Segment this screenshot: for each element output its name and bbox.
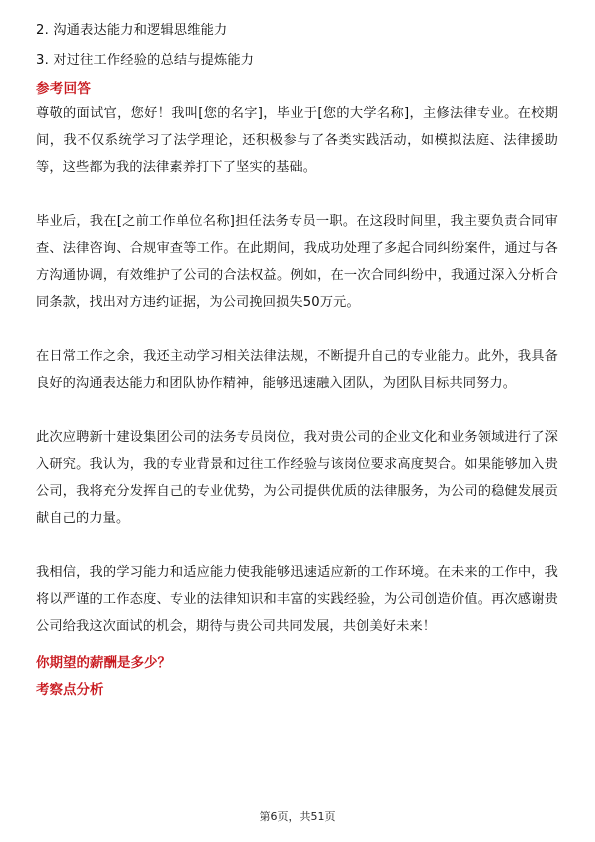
answer-paragraph-3: 在日常工作之余，我还主动学习相关法律法规，不断提升自己的专业能力。此外，我具备良好的沟通表达能力和团队协作精神，能够迅速融入团队，为团队目标共同努力。 <box>36 349 558 391</box>
page-content <box>36 16 558 704</box>
paragraph-gap <box>36 316 558 343</box>
analysis-heading: 考察点分析 <box>36 682 104 698</box>
answer-paragraph-5: 我相信，我的学习能力和适应能力使我能够迅速适应新的工作环境。在未来的工作中，我将以严谨的工作态度、专业的法律知识和丰富的实践经验，为公司创造价值。再次感谢贵公司给我这次面试的机会，期待与贵公司共同发展，共创美好未来！ <box>36 565 558 634</box>
next-question-heading: 你期望的薪酬是多少？ <box>36 655 171 671</box>
answer-paragraph-2: 毕业后，我在[之前工作单位名称]担任法务专员一职。在这段时间里，我主要负责合同审查、法律咨询、合规审查等工作。在此期间，我成功处理了多起合同纠纷案件，通过与各方沟通协调，有效维护了公司的合法权益。例如，在一次合同纠纷中，我通过深入分析合同条款，找出对方违约证据，为公司挽回损失50万元。 <box>36 214 558 310</box>
paragraph-gap <box>36 640 558 650</box>
answer-heading: 参考回答 <box>36 81 92 97</box>
answer-paragraph-4: 此次应聘新十建设集团公司的法务专员岗位，我对贵公司的企业文化和业务领域进行了深入研究。我认为，我的专业背景和过往工作经验与该岗位要求高度契合。如果能够加入贵公司，我将充分发挥自己的专业优势，为公司提供优质的法律服务，为公司的稳健发展贡献自己的力量。 <box>36 430 558 526</box>
paragraph-gap <box>36 397 558 424</box>
paragraph-gap <box>36 181 558 208</box>
list-item: 2. 沟通表达能力和逻辑思维能力 <box>36 23 228 38</box>
page-number-footer: 第6页，共51页 <box>259 810 336 823</box>
answer-paragraph-1: 尊敬的面试官，您好！我叫[您的名字]，毕业于[您的大学名称]，主修法律专业。在校期间，我不仅系统学习了法学理论，还积极参与了各类实践活动，如模拟法庭、法律援助等，这些都为我的法律素养打下了坚实的基础。 <box>36 106 558 175</box>
paragraph-gap <box>36 532 558 559</box>
list-item: 3. 对过往工作经验的总结与提炼能力 <box>36 53 255 68</box>
